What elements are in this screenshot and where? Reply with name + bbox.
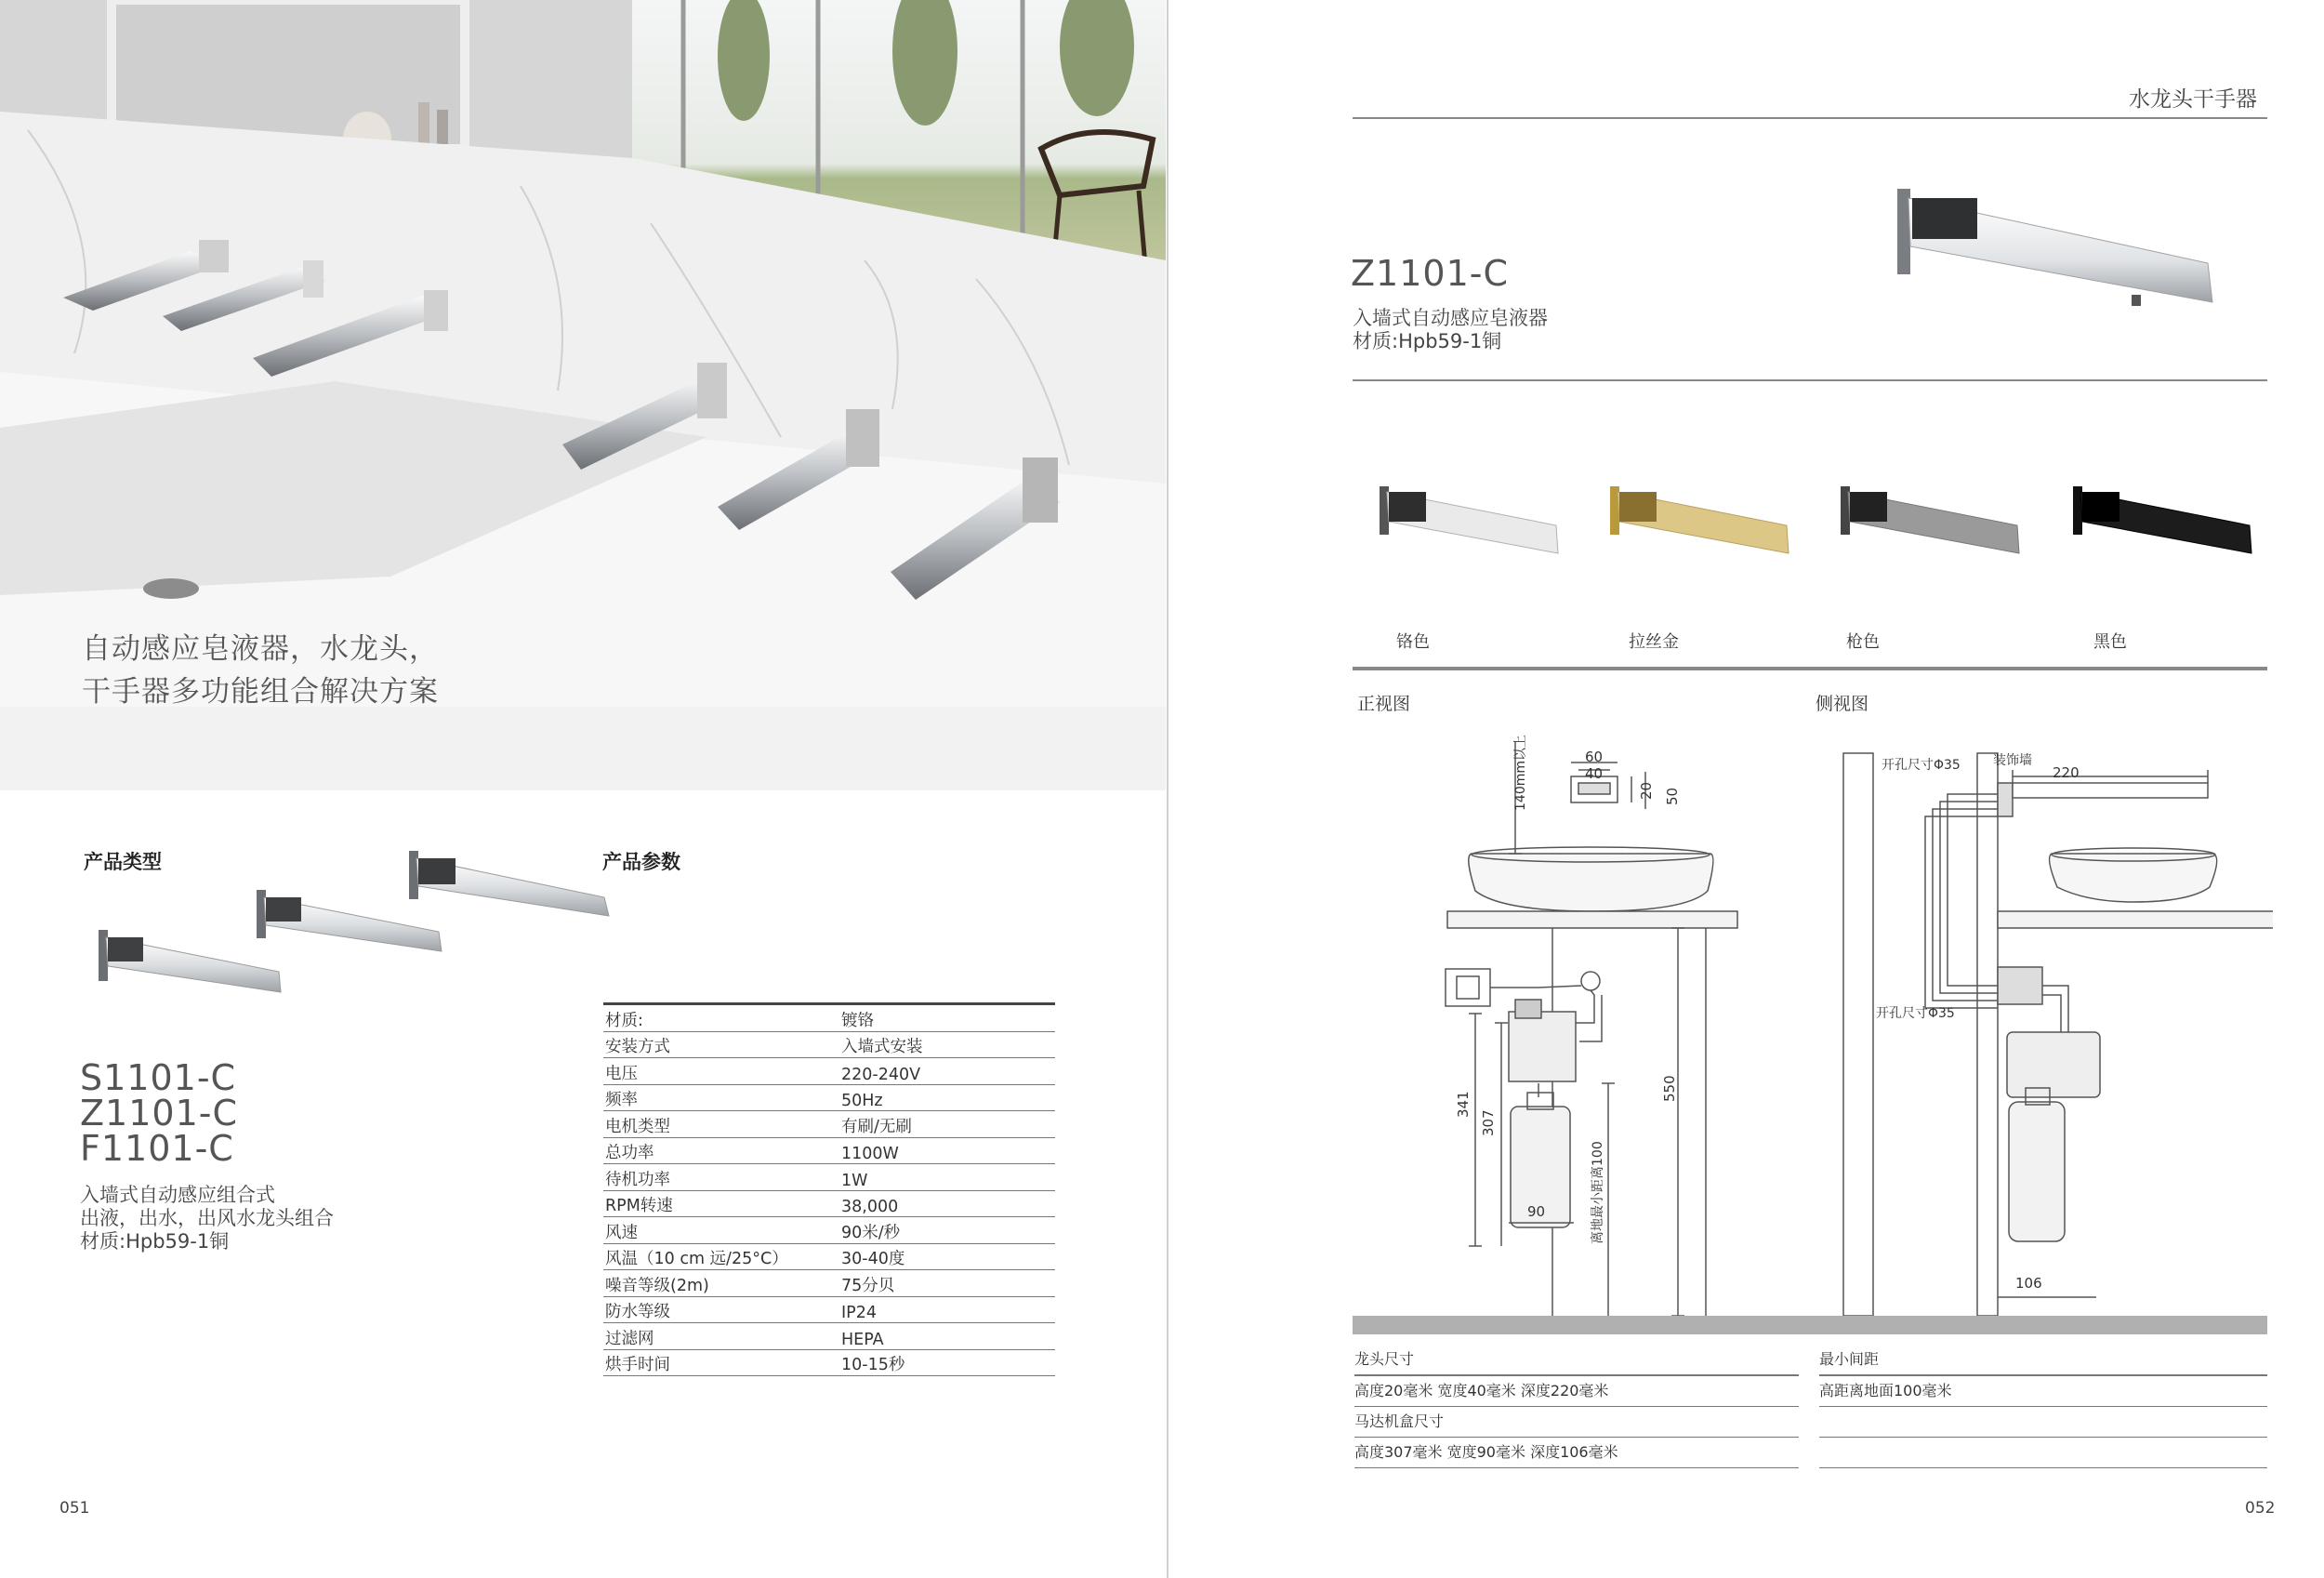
param-key: 材质: <box>603 1004 839 1032</box>
side-view-label: 侧视图 <box>1816 694 1869 714</box>
param-value: 10-15秒 <box>839 1349 1055 1376</box>
description-line-3: 材质:Hpb59-1铜 <box>80 1230 230 1253</box>
front-view-label: 正视图 <box>1357 694 1411 714</box>
finish-label-black: 黑色 <box>2093 632 2127 652</box>
finish-black-image <box>2073 486 2251 553</box>
hero-caption-line-1: 自动感应皂液器，水龙头， <box>82 632 439 666</box>
description-line-1: 入墙式自动感应组合式 <box>80 1184 275 1206</box>
param-value: 入墙式安装 <box>839 1031 1055 1058</box>
param-value: 38,000 <box>839 1190 1055 1217</box>
param-key: 电压 <box>603 1058 839 1085</box>
hero-caption-line-2: 干手器多功能组合解决方案 <box>82 675 439 709</box>
dim-deco-wall: 装饰墙 <box>1993 753 2032 768</box>
dim-307: 307 <box>1480 1109 1497 1136</box>
page-divider <box>1167 0 1169 1578</box>
finish-chrome-image <box>1380 486 1558 553</box>
finish-gunmetal-image <box>1841 486 2019 553</box>
motor-box-value: 高度307毫米 宽度90毫米 深度106毫米 <box>1354 1438 1799 1468</box>
param-value: 75分贝 <box>839 1270 1055 1297</box>
technical-drawing <box>1353 716 2273 1348</box>
title-rule <box>1353 379 2267 381</box>
hero-photo <box>0 0 1166 790</box>
param-key: 防水等级 <box>603 1296 839 1323</box>
param-row <box>603 1004 1055 1032</box>
dim-50: 50 <box>1664 787 1681 805</box>
param-key: 风速 <box>603 1217 839 1244</box>
page-number-left: 051 <box>59 1499 90 1518</box>
product-type-faucets-image <box>84 842 623 1000</box>
param-row <box>603 1031 1055 1058</box>
finish-gold-image <box>1610 486 1789 553</box>
finish-label-gunmetal: 枪色 <box>1846 632 1880 652</box>
spout-size-label: 龙头尺寸 <box>1354 1345 1799 1376</box>
right-description-line-2: 材质:Hpb59-1铜 <box>1353 330 1502 352</box>
param-row <box>603 1137 1055 1164</box>
model-s1101: S1101-C <box>80 1057 237 1098</box>
param-key: RPM转速 <box>603 1190 839 1217</box>
param-row <box>603 1349 1055 1376</box>
floor-band <box>1353 1316 2267 1334</box>
param-key: 安装方式 <box>603 1031 839 1058</box>
param-value: 90米/秒 <box>839 1217 1055 1244</box>
faucet-s1101 <box>99 930 281 992</box>
param-row <box>603 1217 1055 1244</box>
param-key: 电机类型 <box>603 1111 839 1138</box>
dim-60: 60 <box>1585 749 1604 765</box>
dim-106: 106 <box>2015 1275 2042 1292</box>
dim-gap-note: 离地最小距离100 <box>1591 1141 1605 1244</box>
param-value: 1100W <box>839 1137 1055 1164</box>
param-row <box>603 1084 1055 1111</box>
param-value: 50Hz <box>839 1084 1055 1111</box>
finish-rule <box>1353 667 2267 670</box>
finish-label-gold: 拉丝金 <box>1629 632 1679 652</box>
param-row <box>603 1243 1055 1270</box>
param-value: 220-240V <box>839 1058 1055 1085</box>
spout-motor-table <box>1354 1345 1799 1468</box>
param-value: IP24 <box>839 1296 1055 1323</box>
param-value: 镀铬 <box>839 1004 1055 1032</box>
dim-90: 90 <box>1527 1203 1546 1220</box>
param-key: 过滤网 <box>603 1323 839 1350</box>
finish-swatches <box>1376 479 2268 563</box>
min-gap-table <box>1819 1345 2267 1468</box>
right-model-title: Z1101-C <box>1351 253 1509 294</box>
param-row <box>603 1323 1055 1350</box>
param-key: 风温（10 cm 远/25°C） <box>603 1243 839 1270</box>
param-key: 频率 <box>603 1084 839 1111</box>
dim-550: 550 <box>1661 1075 1678 1102</box>
product-params-table <box>603 1002 1055 1376</box>
product-description <box>80 1184 334 1253</box>
right-description <box>1353 307 1548 353</box>
param-key: 待机功率 <box>603 1164 839 1191</box>
page-number-right: 052 <box>2245 1499 2276 1518</box>
min-gap-value: 高距离地面100毫米 <box>1819 1376 2267 1407</box>
model-f1101: F1101-C <box>80 1128 234 1169</box>
motor-box-label: 马达机盒尺寸 <box>1354 1407 1799 1438</box>
param-key: 烘手时间 <box>603 1349 839 1376</box>
param-row <box>603 1111 1055 1138</box>
right-description-line-1: 入墙式自动感应皂液器 <box>1353 307 1548 329</box>
param-value: 1W <box>839 1164 1055 1191</box>
faucet-f1101 <box>409 851 609 916</box>
description-line-2: 出液，出水，出风水龙头组合 <box>80 1207 334 1229</box>
dim-220: 220 <box>2053 764 2080 781</box>
z1101-faucet-image <box>1892 181 2226 321</box>
param-row <box>603 1190 1055 1217</box>
dim-hole-bottom: 开孔尺寸Φ35 <box>1876 1006 1955 1021</box>
hero-caption <box>82 628 439 713</box>
min-gap-blank-row <box>1819 1407 2267 1438</box>
header-rule <box>1353 117 2267 119</box>
dim-20: 20 <box>1638 781 1655 800</box>
dim-height-note: 140mm以上 <box>1513 735 1528 811</box>
param-row <box>603 1058 1055 1085</box>
product-type-label: 产品类型 <box>84 851 162 873</box>
spout-size-value: 高度20毫米 宽度40毫米 深度220毫米 <box>1354 1376 1799 1407</box>
dim-341: 341 <box>1455 1091 1472 1118</box>
dim-40: 40 <box>1585 765 1604 782</box>
product-params-label: 产品参数 <box>602 851 680 873</box>
dim-hole-top: 开孔尺寸Φ35 <box>1882 758 1961 773</box>
param-key: 噪音等级(2m) <box>603 1270 839 1297</box>
model-z1101: Z1101-C <box>80 1093 238 1134</box>
param-row <box>603 1296 1055 1323</box>
param-value: HEPA <box>839 1323 1055 1350</box>
param-value: 有刷/无刷 <box>839 1111 1055 1138</box>
min-gap-blank-row-2 <box>1819 1438 2267 1468</box>
param-value: 30-40度 <box>839 1243 1055 1270</box>
min-gap-label: 最小间距 <box>1819 1345 2267 1376</box>
category-title: 水龙头干手器 <box>2129 87 2257 112</box>
param-row <box>603 1164 1055 1191</box>
finish-label-chrome: 铬色 <box>1396 632 1430 652</box>
param-row <box>603 1270 1055 1297</box>
model-list <box>80 1057 238 1169</box>
side-view-drawing <box>1843 753 2273 1316</box>
param-key: 总功率 <box>603 1137 839 1164</box>
